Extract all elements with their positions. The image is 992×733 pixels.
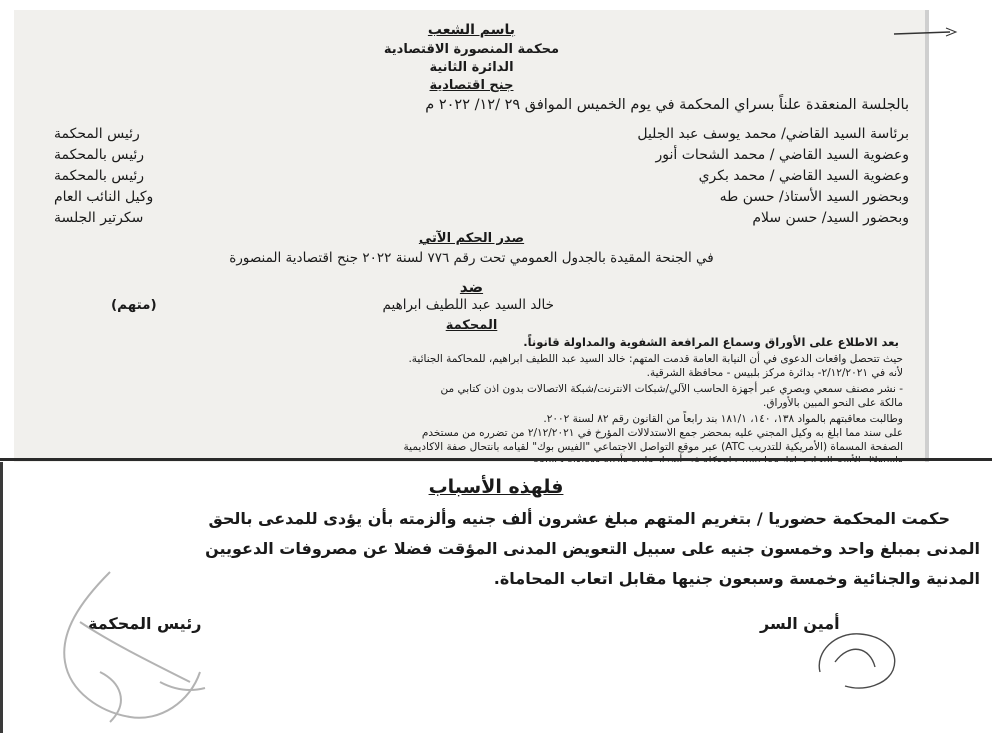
body-line: الصفحة المسماة (الأمريكية للتدريب ATC) عبر موقع التواصل الاجتماعي "الفيس بوك" لقيامه بانتحال صفة الاكاديمية bbox=[403, 441, 903, 453]
body-line: مالكة على النحو المبين بالأوراق. bbox=[763, 397, 903, 409]
panel-member-name: وبحضور السيد الأستاذ/ حسن طه bbox=[719, 189, 909, 205]
court-name: محكمة المنصورة الاقتصادية bbox=[383, 42, 560, 57]
panel-member-name: وبحضور السيد/ حسن سلام bbox=[752, 210, 909, 226]
defendant-name: خالد السيد عبد اللطيف ابراهيم bbox=[382, 297, 554, 313]
court-president-signature-label: رئيس المحكمة bbox=[88, 614, 202, 633]
panel-member-role: رئيس بالمحكمة bbox=[54, 147, 145, 163]
body-line: - نشر مصنف سمعي وبصري عبر أجهزة الحاسب الآلي/شبكات الانترنت/شبكة الاتصالات بدون اذن كتابي من bbox=[440, 383, 903, 395]
body-line: لأنه في ٢/١٢/٢٠٢١- بدائرة مركز بلبيس - محافظة الشرقية. bbox=[646, 367, 903, 379]
panel-member-role: رئيس المحكمة bbox=[54, 126, 140, 142]
verdict-heading: صدر الحكم الآتي bbox=[418, 231, 525, 246]
scan-edge bbox=[0, 462, 3, 733]
secretary-signature-icon bbox=[805, 622, 915, 702]
panel-member-role: رئيس بالمحكمة bbox=[54, 168, 145, 184]
court-circuit: الدائرة الثانية bbox=[429, 60, 514, 75]
judgment-header-section bbox=[14, 10, 929, 462]
panel-member-name: برئاسة السيد القاضي/ محمد يوسف عبد الجليل bbox=[637, 126, 909, 142]
case-type: جنح اقتصادية bbox=[429, 78, 514, 93]
body-line: حيث تتحصل واقعات الدعوى في أن النيابة العامة قدمت المتهم: خالد السيد عبد اللطيف ابراهيم، للمحاكمة الجنائية. bbox=[408, 353, 903, 365]
secretary-signature-label: أمين السر bbox=[760, 614, 840, 633]
session-line: بالجلسة المنعقدة علناً بسراي المحكمة في يوم الخميس الموافق ٢٩ /١٢/ ٢٠٢٢ م bbox=[425, 97, 909, 113]
panel-member-name: وعضوية السيد القاضي / محمد بكري bbox=[698, 168, 909, 184]
court-heading: المحكمة bbox=[445, 318, 498, 333]
panel-member-role: سكرتير الجلسة bbox=[54, 210, 144, 226]
body-intro: بعد الاطلاع على الأوراق وسماع المرافعة الشفوية والمداولة قانوناً. bbox=[523, 335, 899, 349]
panel-member-role: وكيل النائب العام bbox=[54, 189, 154, 205]
verdict-line: المدنية والجنائية وخمسة وسبعون جنيها مقابل اتعاب المحاماة. bbox=[493, 569, 980, 588]
document-title: باسم الشعب bbox=[427, 22, 516, 38]
reasons-heading: فلهذه الأسباب bbox=[428, 476, 564, 498]
section-divider bbox=[0, 458, 992, 461]
body-line: على سند مما ابلغ به وكيل المجني عليه بمحضر جمع الاستدلالات المؤرخ في ٢/١٢/٢٠٢١ من تضرره من مستخدم bbox=[421, 427, 903, 439]
pen-mark-icon bbox=[890, 22, 960, 42]
case-number-line: في الجنحة المقيدة بالجدول العمومي تحت رقم ٧٧٦ لسنة ٢٠٢٢ جنح اقتصادية المنصورة bbox=[229, 250, 714, 266]
against-label: ضد bbox=[459, 278, 484, 296]
body-line: وطالبت معاقبتهم بالمواد ١٣٨، ١٤٠، ١٨١/١ بند رابعاً من القانون رقم ٨٢ لسنة ٢٠٠٢. bbox=[543, 413, 903, 425]
president-signature-icon bbox=[40, 562, 240, 732]
panel-member-name: وعضوية السيد القاضي / محمد الشحات أنور bbox=[655, 147, 909, 163]
verdict-line: المدنى بمبلغ واحد وخمسون جنيه على سبيل التعويض المدنى المؤقت فضلا عن مصروفات الدعويين bbox=[205, 539, 980, 558]
verdict-line: حكمت المحكمة حضوريا / بتغريم المتهم مبلغ عشرون ألف جنيه وألزمته بأن يؤدى للمدعى بالحق bbox=[208, 509, 950, 528]
verdict-section bbox=[0, 462, 992, 733]
defendant-role: (متهم) bbox=[111, 297, 157, 313]
